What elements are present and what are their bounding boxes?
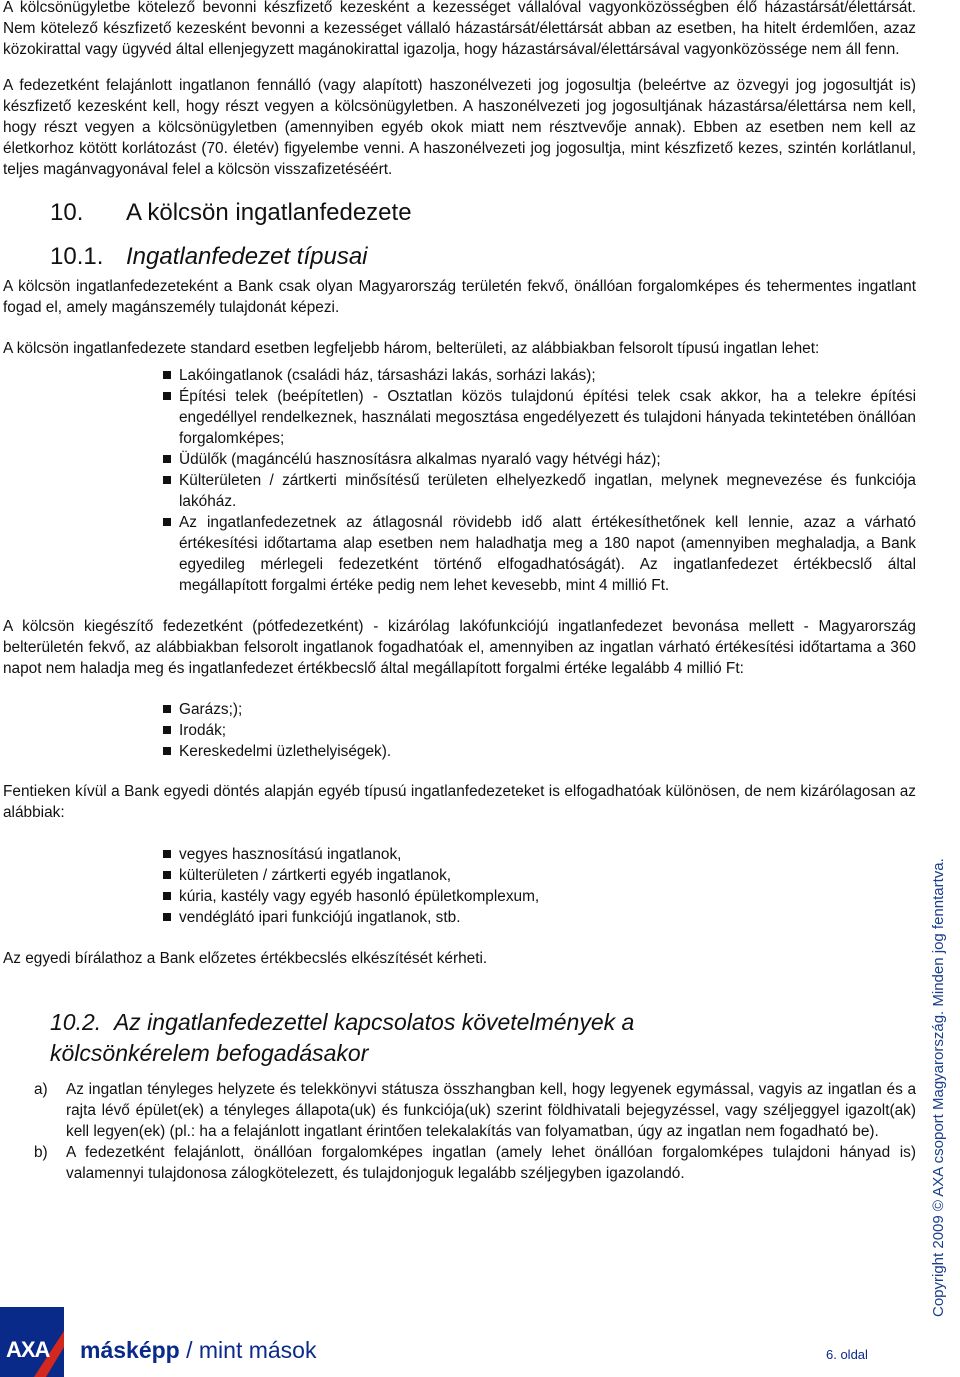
section-10-1-heading (3, 240, 916, 274)
axa-logo: AXA (0, 1307, 64, 1377)
list-item: Garázs;); (3, 699, 916, 720)
section-10-1-paragraph-2: A kölcsön ingatlanfedezete standard esetben legfeljebb három, belterületi, az alábbiakban felsorolt típusú ingatlan lehet: (3, 340, 820, 357)
section-10-1-title: Ingatlanfedezet típusai (126, 243, 368, 270)
section-10-1-number: 10.1. (50, 243, 104, 270)
list-item: b) A fedezetként felajánlott, önállóan forgalomképes ingatlan (amely lehet önállóan forgalomképes tulajdoni hányad is) valamennyi tulajdonosa zálogkötelezett, és tulajdonjoguk legalább széljegyben igazolandó. (34, 1144, 916, 1182)
list-item: Az ingatlanfedezetnek az átlagosnál rövidebb idő alatt értékesíthetőnek kell lennie, azaz a várható értékesítési időtartama alap esetben nem haladhatja meg a 180 napot (amennyiben meghaladja, a Bank egyedileg mérlegeli fedezetként történő elfogadhatóságát). Az ingatlanfedezet értékbecslő által megállapított forgalmi értéke pedig nem lehet kevesebb, mint 4 millió Ft. (3, 512, 916, 596)
page-footer (0, 1307, 960, 1377)
list-item: vegyes hasznosítású ingatlanok, (3, 844, 916, 865)
copyright-notice: Copyright 2009 © AXA csoport Magyarország. Minden jog fenntartva. (930, 858, 947, 1317)
page-number: 6. oldal (826, 1347, 868, 1362)
other-collateral-list (3, 844, 916, 928)
slogan: másképp / mint mások (80, 1337, 317, 1363)
list-item: Irodák; (3, 720, 916, 741)
section-10-1-paragraph-5: Az egyedi bírálathoz a Bank előzetes értékbecslés elkészítését kérheti. (3, 950, 488, 967)
list-item: Külterületen / zártkerti minősítésű területen elhelyezkedő ingatlan, melynek megnevezése és funkciója lakóház. (3, 470, 916, 512)
section-10-1-paragraph-1: A kölcsön ingatlanfedezeteként a Bank csak olyan Magyarország területén fekvő, önállóan forgalomképes és tehermentes ingatlant fogad el, amely magánszemély tulajdonát képezi. (3, 278, 916, 316)
requirements-list (3, 1079, 916, 1184)
bullet-icon (163, 913, 171, 921)
list-item: Lakóingatlanok (családi ház, társasházi lakás, sorházi lakás); (3, 365, 916, 386)
section-10-1-paragraph-3: A kölcsön kiegészítő fedezetként (pótfedezetként) - kizárólag lakófunkciójú ingatlanfedezet bevonása mellett - Magyarország belterületén fekvő, az alábbiakban felsorolt ingatlanok fogadhatóak el, amennyiben az ingatlan várható értékesítési időtartama a 360 napot nem haladja meg és ingatlanfedezet értékbecslő által megállapított forgalmi értéke legalább 4 millió Ft: (3, 618, 916, 677)
section-10-heading (3, 196, 916, 230)
bullet-icon (163, 871, 171, 879)
list-item: kúria, kastély vagy egyéb hasonló épületkomplexum, (3, 886, 916, 907)
supplementary-collateral-list (3, 699, 916, 762)
list-item: Építési telek (beépítetlen) - Osztatlan közös tulajdonú építési telek csak akkor, ha a telekre építési engedéllyel rendelkeznek, használati megosztása engedélyezett és tulajdoni hányada tekintetében önállóan forgalomképes; (3, 386, 916, 449)
intro-paragraph-1: A kölcsönügyletbe kötelező bevonni készfizető kezesként a kezességet vállalóval vagyonközösségben élő házastársát/élettársát. Nem kötelező készfizető kezesként bevonni a kezességet vállaló házastársát/élettársát abban az esetben, ha hitelt érdemlően, azaz közokirattal vagy ügyvéd által ellenjegyzett magánokirattal igazolja, hogy házastársával/élettársával vagyonközössége nem áll fenn. (3, 0, 916, 58)
list-item: vendéglátó ipari funkciójú ingatlanok, stb. (3, 907, 916, 928)
section-10-title: A kölcsön ingatlanfedezete (126, 199, 412, 226)
section-10-number: 10. (50, 199, 84, 226)
bullet-icon (163, 892, 171, 900)
bullet-icon (163, 371, 171, 379)
bullet-icon (163, 455, 171, 463)
bullet-icon (163, 392, 171, 400)
list-item: Kereskedelmi üzlethelyiségek). (3, 741, 916, 762)
list-item: a) Az ingatlan tényleges helyzete és telekkönyvi státusza összhangban kell, hogy legyenek egymással, vagyis az ingatlan és a rajta lévő épület(ek) a tényleges állapota(uk) és funkciója(uk) szerint földhivatali bejegyzéssel, vagy széljeggyel igazolt(ak) kell legyen(ek) (pl.: ha a felajánlott ingatlant érintően telekalakítás van folyamatban, úgy az ingatlan nem fogadható be). (34, 1081, 916, 1140)
bullet-icon (163, 850, 171, 858)
bullet-icon (163, 518, 171, 526)
list-item: külterületen / zártkerti egyéb ingatlanok, (3, 865, 916, 886)
bullet-icon (163, 747, 171, 755)
list-item: Üdülők (magáncélú hasznosításra alkalmas nyaraló vagy hétvégi ház); (3, 449, 916, 470)
property-type-list (3, 365, 916, 596)
bullet-icon (163, 726, 171, 734)
section-10-2-heading: 10.2. Az ingatlanfedezettel kapcsolatos követelmények a kölcsönkérelem befogadásakor (50, 1009, 635, 1066)
bullet-icon (163, 476, 171, 484)
section-10-1-paragraph-4: Fentieken kívül a Bank egyedi döntés alapján egyéb típusú ingatlanfedezeteket is elfogadhatóak különösen, de nem kizárólagosan az alábbiak: (3, 783, 916, 821)
intro-paragraph-2: A fedezetként felajánlott ingatlanon fennálló (vagy alapított) haszonélvezeti jog jogosultja (beleértve az özvegyi jog jogosultját is) készfizető kezesként kell, hogy részt vegyen a kölcsönügyletben. A haszonélvezeti jog jogosultjának házastársa/élettársa nem kell, hogy részt vegyen a kölcsönügyletben (amennyiben egyéb okok miatt nem résztvevője annak). Ebben az esetben nem kell az életkorhoz kötött korlátozást (70. életév) figyelembe venni. A haszonélvezeti jog jogosultja, mint készfizető kezes, szintén korlátlanul, teljes magánvagyonával felel a kölcsön visszafizetéséért. (3, 77, 916, 178)
document-page (3, 0, 916, 1184)
bullet-icon (163, 705, 171, 713)
